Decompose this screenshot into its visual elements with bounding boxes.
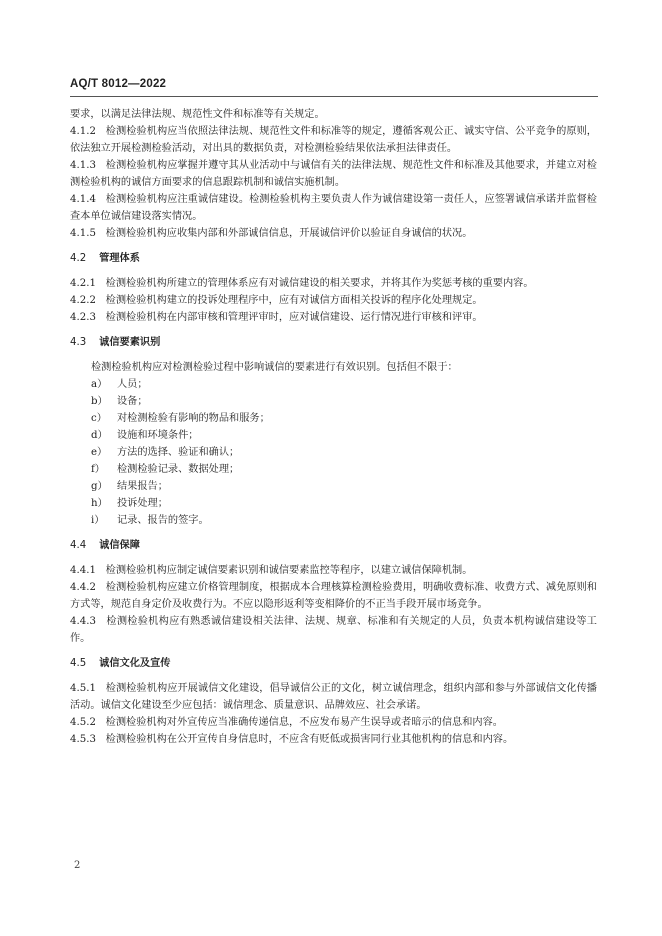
continuation-text: 要求，以满足法律法规、规范性文件和标准等有关规定。 <box>70 109 325 120</box>
list-item: a） 人员； <box>91 379 148 390</box>
section-4-3-intro: 检测检验机构应对检测检验过程中影响诚信的要素进行有效识别。包括但不限于： <box>91 362 458 373</box>
list-item: b） 设备； <box>91 396 148 407</box>
list-item: f） 检测检验记录、数据处理； <box>91 464 240 475</box>
clause-4-2-1: 4.2.1 检测检验机构所建立的管理体系应有对诚信建设的相关要求，并将其作为奖惩考核的重要内容。 <box>70 278 534 289</box>
clause-4-2-3: 4.2.3 检测检验机构在内部审核和管理评审时，应对诚信建设、运行情况进行审核和评审。 <box>70 312 483 323</box>
header-rule <box>70 96 598 97</box>
clause-4-1-4: 4.1.4 检测检验机构应注重诚信建设。检测检验机构主要负责人作为诚信建设第一责任人，应签署诚信承诺并监督检查本单位诚信建设落实情况。 <box>70 194 597 222</box>
page-number: 2 <box>74 860 81 871</box>
clause-4-5-1: 4.5.1 检测检验机构应开展诚信文化建设，倡导诚信公正的文化，树立诚信理念，组织内部和参与外部诚信文化传播活动。诚信文化建设至少应包括：诚信理念、质量意识、品牌效应、社会承诺。 <box>70 683 597 711</box>
clause-4-5-3: 4.5.3 检测检验机构在公开宣传自身信息时，不应含有贬低或损害同行业其他机构的信息和内容。 <box>70 734 514 745</box>
list-item: c） 对检测检验有影响的物品和服务； <box>91 413 270 424</box>
clause-4-4-2: 4.4.2 检测检验机构应建立价格管理制度，根据成本合理核算检测检验费用，明确收费标准、收费方式、减免原则和方式等，规范自身定价及收费行为。不应以隐形返利等变相降价的不正当手段开展市场竞争。 <box>70 582 597 610</box>
element-list <box>70 376 597 529</box>
page-content <box>70 106 597 748</box>
list-item: h） 投诉处理； <box>91 498 168 509</box>
standard-code: AQ/T 8012—2022 <box>70 78 167 90</box>
clause-4-4-1: 4.4.1 检测检验机构应制定诚信要素识别和诚信要素监控等程序，以建立诚信保障机制。 <box>70 565 473 576</box>
list-item: e） 方法的选择、验证和确认； <box>91 447 240 458</box>
clause-4-1-5: 4.1.5 检测检验机构应收集内部和外部诚信信息，开展诚信评价以验证自身诚信的状况。 <box>70 228 473 239</box>
section-heading-4-2: 4.2 管理体系 <box>70 253 140 264</box>
list-item: i） 记录、报告的签字。 <box>91 515 209 526</box>
section-heading-4-5: 4.5 诚信文化及宣传 <box>70 658 171 669</box>
list-item: g） 结果报告； <box>91 481 168 492</box>
list-item: d） 设施和环境条件； <box>91 430 199 441</box>
section-heading-4-3: 4.3 诚信要素识别 <box>70 337 161 348</box>
clause-4-1-2: 4.1.2 检测检验机构应当依照法律法规、规范性文件和标准等的规定，遵循客观公正、诚实守信、公平竞争的原则，依法独立开展检测检验活动，对出具的数据负责，对检测检验结果依法承担法律责任。 <box>70 126 597 154</box>
clause-4-4-3: 4.4.3 检测检验机构应有熟悉诚信建设相关法律、法规、规章、标准和有关规定的人员，负责本机构诚信建设等工作。 <box>70 616 597 644</box>
clause-4-1-3: 4.1.3 检测检验机构应掌握并遵守其从业活动中与诚信有关的法律法规、规范性文件和标准及其他要求，并建立对检测检验机构的诚信方面要求的信息跟踪机制和诚信实施机制。 <box>70 160 597 188</box>
clause-4-5-2: 4.5.2 检测检验机构对外宣传应当准确传递信息，不应发布易产生误导或者暗示的信息和内容。 <box>70 717 503 728</box>
clause-4-2-2: 4.2.2 检测检验机构建立的投诉处理程序中，应有对诚信方面相关投诉的程序化处理规定。 <box>70 295 483 306</box>
section-heading-4-4: 4.4 诚信保障 <box>70 540 140 551</box>
